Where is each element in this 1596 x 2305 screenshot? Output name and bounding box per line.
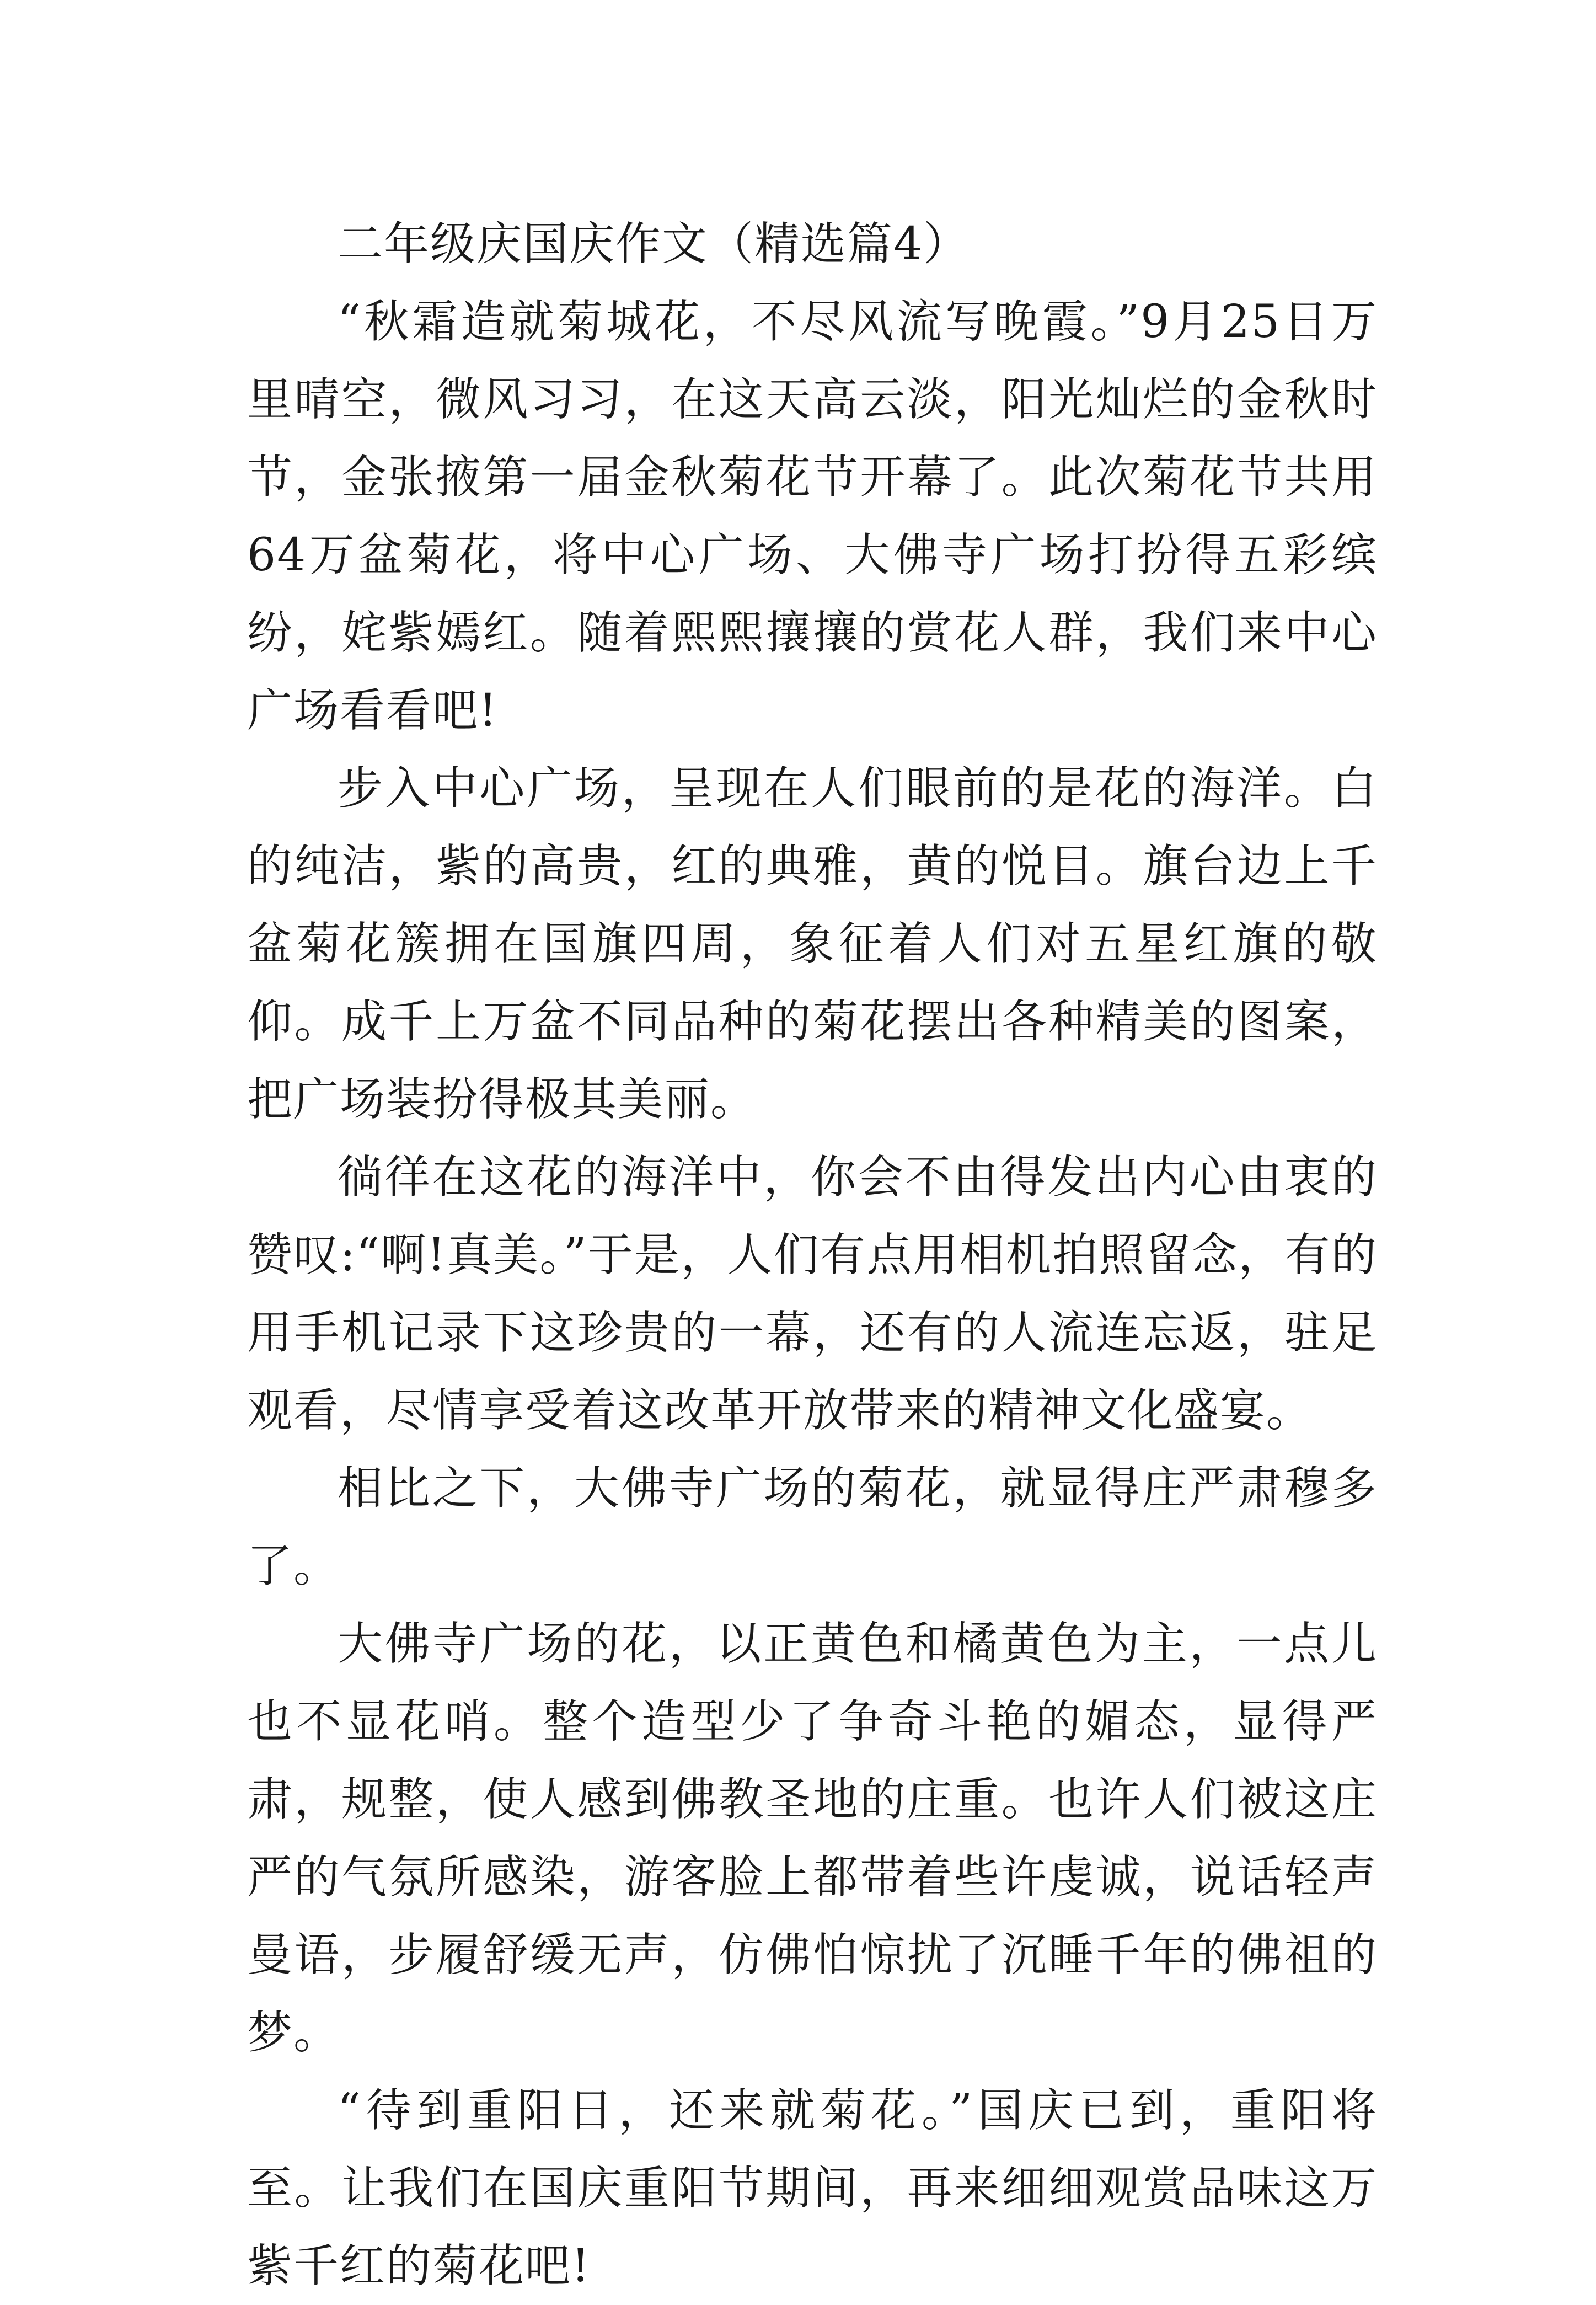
- paragraph-6: “待到重阳日，还来就菊花。”国庆已到，重阳将至。让我们在国庆重阳节期间，再来细细观赏品味这万紫千红的菊花吧!: [247, 2084, 1378, 2292]
- paragraph-1: “秋霜造就菊城花，不尽风流写晚霞。”9月25日万里晴空，微风习习，在这天高云淡，阳光灿烂的金秋时节，金张掖第一届金秋菊花节开幕了。此次菊花节共用64万盆菊花，将中心广场、大佛寺广场打扮得五彩缤纷，姹紫嫣红。随着熙熙攘攘的赏花人群，我们来中心广场看看吧!: [247, 296, 1378, 737]
- essay-title: 二年级庆国庆作文（精选篇4）: [338, 218, 970, 270]
- paragraph-4: 相比之下，大佛寺广场的菊花，就显得庄严肃穆多了。: [247, 1462, 1378, 1592]
- paragraph-3: 徜徉在这花的海洋中，你会不由得发出内心由衷的赞叹:“啊!真美。”于是，人们有点用相机拍照留念，有的用手机记录下这珍贵的一幕，还有的人流连忘返，驻足观看，尽情享受着这改革开放带来的精神文化盛宴。: [247, 1151, 1378, 1437]
- paragraph-5: 大佛寺广场的花，以正黄色和橘黄色为主，一点儿也不显花哨。整个造型少了争奇斗艳的媚态，显得严肃，规整，使人感到佛教圣地的庄重。也许人们被这庄严的气氛所感染，游客脸上都带着些许虔诚，说话轻声曼语，步履舒缓无声，仿佛怕惊扰了沉睡千年的佛祖的梦。: [247, 1618, 1378, 2059]
- document-body: [247, 205, 1378, 2305]
- paragraph-2: 步入中心广场，呈现在人们眼前的是花的海洋。白的纯洁，紫的高贵，红的典雅，黄的悦目。旗台边上千盆菊花簇拥在国旗四周，象征着人们对五星红旗的敬仰。成千上万盆不同品种的菊花摆出各种精美的图案，把广场装扮得极其美丽。: [247, 762, 1378, 1126]
